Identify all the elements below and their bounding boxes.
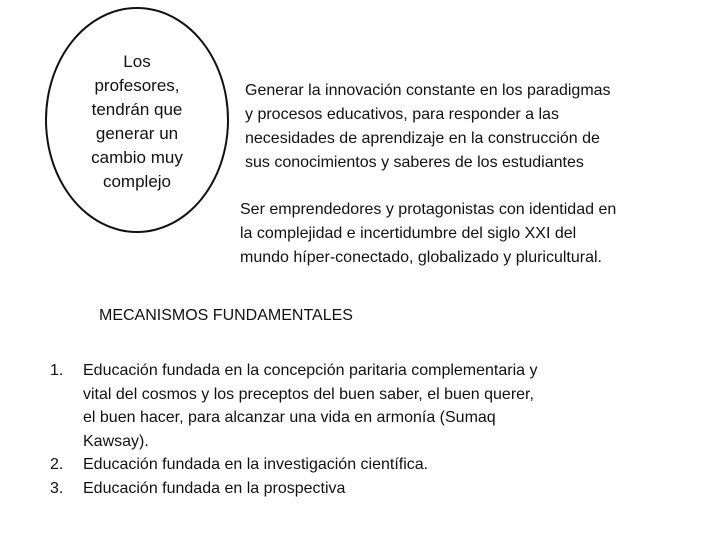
ellipse-line: profesores, [94,76,180,95]
paragraph-line: la complejidad e incertidumbre del siglo XXI del [240,225,577,242]
mechanisms-heading: MECANISMOS FUNDAMENTALES [99,307,353,324]
list-item-number: 3. [50,479,64,497]
list-item [50,359,615,453]
paragraph-line: Ser emprendedores y protagonistas con identidad en [240,201,617,218]
ellipse-line: cambio muy [91,148,183,167]
list-item-line: Educación fundada en la concepción paritaria complementaria y [83,362,538,379]
list-item-line: Educación fundada en la prospectiva [83,479,346,497]
mechanisms-list [50,359,615,500]
innovation-paragraph [245,79,675,175]
paragraph-line: y procesos educativos, para responder a las [245,106,559,123]
list-item [50,477,615,501]
list-item-number: 1. [50,362,64,379]
list-item-line: el buen hacer, para alcanzar una vida en armonía (Sumaq [83,409,496,426]
paragraph-line: Generar la innovación constante en los paradigmas [245,82,611,99]
paragraph-line: sus conocimientos y saberes de los estudiantes [245,154,584,171]
list-item-number: 2. [50,456,64,473]
ellipse-text [55,50,219,194]
list-item-line: Educación fundada en la investigación científica. [83,456,429,473]
list-item-line: vital del cosmos y los preceptos del buen saber, el buen querer, [83,385,534,403]
entrepreneurs-paragraph [240,198,680,270]
ellipse-line: Los [123,52,151,71]
ellipse-line: generar un [95,124,179,143]
ellipse-line: tendrán que [91,100,183,119]
ellipse-line: complejo [102,172,172,191]
paragraph-line: necesidades de aprendizaje en la construcción de [245,130,600,147]
list-item-line: Kawsay). [83,432,149,450]
paragraph-line: mundo híper-conectado, globalizado y pluricultural. [240,249,602,266]
list-item [50,453,615,477]
